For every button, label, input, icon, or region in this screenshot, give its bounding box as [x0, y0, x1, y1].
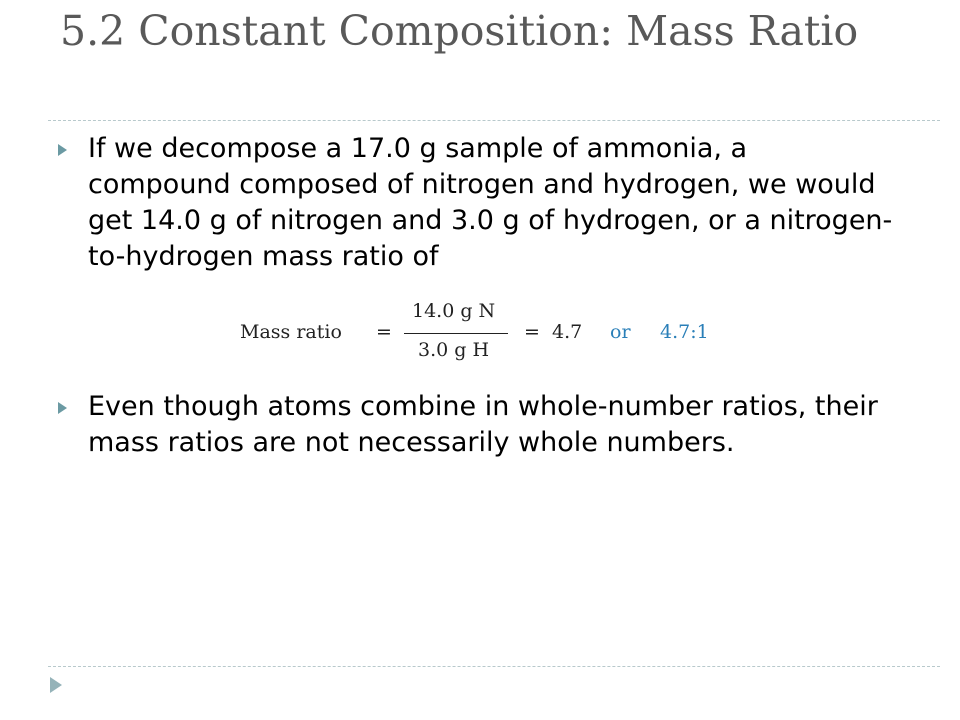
equation-denominator: 3.0 g H [418, 339, 490, 361]
bullet-arrow-icon [58, 402, 67, 414]
footer-triangle-icon [50, 677, 62, 693]
bullet-arrow-icon [58, 144, 67, 156]
equation-label: Mass ratio [240, 321, 342, 343]
title-divider [48, 120, 940, 121]
bullet-text-1: If we decompose a 17.0 g sample of ammonia, a compound composed of nitrogen and hydrogen, we would get 14.0 g of nitrogen and 3.0 g of hydrogen, or a nitrogen-to-hydrogen mass ratio of [88, 133, 893, 272]
equation-connector: or [610, 321, 631, 343]
footer-divider [48, 666, 940, 667]
equation-ratio: 4.7:1 [660, 321, 709, 343]
fraction-bar [404, 333, 508, 334]
equation-equals-1: = [376, 321, 392, 343]
bullet-item-2 [58, 389, 898, 461]
bullet-text-2: Even though atoms combine in whole-number ratios, their mass ratios are not necessarily whole numbers. [88, 391, 878, 458]
slide-title: 5.2 Constant Composition: Mass Ratio [60, 7, 859, 55]
equation-numerator: 14.0 g N [412, 300, 496, 322]
equation-equals-2: = [524, 321, 540, 343]
bullet-item-1 [58, 131, 898, 275]
equation-result: 4.7 [552, 321, 583, 343]
